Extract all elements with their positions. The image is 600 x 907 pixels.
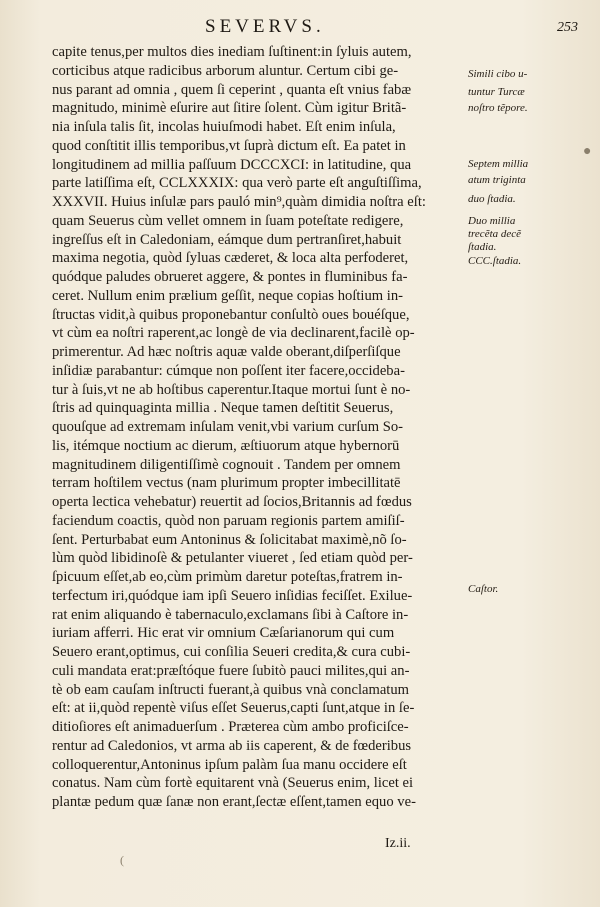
- text-line: lis, itémque noctium ac dierum, æſtiuorum atque hybernorū: [52, 437, 400, 454]
- margin-note: ſtadia.: [468, 241, 497, 253]
- text-line: quod conſtitit illis temporibus,vt ſuprà dictum eſt. Ea patet in: [52, 137, 406, 154]
- text-line: primerentur. Ad hæc noſtris aquæ valde oberant,diſperſiſque: [52, 344, 401, 360]
- text-line: parte latiſſima eſt, CCLXXXIX: qua verò parte eſt anguſtiſſima,: [52, 175, 422, 192]
- text-line: rat enim aliquando è tabernaculo,exclamans ſibi à Caſtore in-: [52, 606, 409, 623]
- text-line: maxima negotia, quòd ſyluas cæderet, & loca alta perfoderet,: [52, 250, 409, 267]
- text-line: plantæ pedum quæ ſanæ non erant,ſectæ eſſent,tamen equo ve-: [52, 794, 416, 810]
- margin-note: Duo millia: [468, 215, 516, 227]
- main-text-block: [52, 43, 467, 812]
- catchword: Iz.ii.: [385, 836, 411, 851]
- bleed-through-mark: ●: [583, 144, 592, 159]
- text-line: terfectum iri,quódque iam ipſi Seuero inſidias feciſſet. Exilue-: [52, 587, 413, 604]
- text-line: ceret. Nullum enim prælium geſſit, neque copias hoſtium in-: [52, 287, 403, 304]
- text-line: tè ob eam cauſam inſtructi fuerant,à quibus vnà conclamatum: [52, 681, 410, 698]
- margin-note: CCC.ſtadia.: [468, 255, 522, 267]
- text-line: vt cùm ea noſtri raperent,ac longè de via declinarent,facilè op-: [52, 325, 415, 342]
- bleed-through-mark: (: [120, 853, 124, 867]
- text-line: conatus. Nam cùm fortè equitarent vnà (Seuerus enim, licet ei: [52, 775, 414, 792]
- text-line: ſent. Perturbabat eum Antoninus & ſolicitabat maximè,nõ ſo-: [52, 531, 407, 548]
- margin-note: Simili cibo u-: [468, 68, 528, 80]
- text-line: ſtris ad quinquaginta millia . Neque tamen deſtitit Seuerus,: [52, 400, 394, 417]
- margin-note: duo ſtadia.: [468, 193, 516, 205]
- text-line: terram hoſtilem vectus (nam plurimum propter imbecillitatē: [52, 475, 401, 492]
- text-line: XXXVII. Huius inſulæ pars pauló min⁹,quàm dimidia noſtra eſt:: [52, 194, 426, 210]
- text-line: operta lectica vehebatur) reuertit ad ſocios,Britannis ad fœdus: [52, 494, 412, 510]
- text-line: rentur ad Caledonios, vt arma ab iis caperent, & de fœderibus: [52, 737, 412, 754]
- text-line: corticibus atque radicibus arborum aluntur. Certum cibi ge-: [52, 62, 399, 79]
- margin-note: noſtro tẽpore.: [468, 102, 528, 114]
- margin-note: atum triginta: [468, 174, 526, 186]
- text-line: nia inſula talis ſit, incolas huiuſmodi habet. Eſt enim inſula,: [52, 119, 396, 135]
- text-line: quódque paludes obrueret aggere, & pontes in fluminibus fa-: [52, 269, 408, 285]
- text-line: nus parant ad omnia , quem ſi ceperint , quanta eſt vnius fabæ: [52, 81, 412, 98]
- text-line: magnitudinem diligentiſſimè cognouit . Tandem per omnem: [52, 456, 401, 473]
- margin-note: Caſtor.: [468, 583, 499, 595]
- text-line: Seuero erant,optimus, cui conſilia Seueri credita,& cura cubi-: [52, 644, 411, 660]
- text-line: faciendum coactis, quòd non paruam regionis partem amiſiſ-: [52, 512, 405, 529]
- text-line: inſidiæ parabantur: cúmque non poſſent iter facere,occideba-: [52, 362, 405, 379]
- page-number: 253: [557, 20, 578, 35]
- text-line: culi mandata erat:præſtóque fuere ſubitò pauci milites,qui an-: [52, 662, 410, 679]
- text-line: ſtructas vidit,à quibus proponebantur conſultò oues bouéſque,: [52, 306, 410, 323]
- text-line: longitudinem ad millia paſſuum DCCCXCI: in latitudine, qua: [52, 156, 412, 173]
- text-line: capite tenus,per multos dies inediam ſuſtinent:in ſyluis autem,: [52, 44, 412, 60]
- text-line: lùm quòd libidinoſè & petulanter viueret , ſed etiam quòd per-: [52, 550, 413, 567]
- text-line: ditioſiores eſt animaduerſum . Præterea cùm ambo proficiſce-: [52, 719, 409, 735]
- text-line: ſpicuum eſſet,ab eo,cùm primùm daretur poteſtas,fratrem in-: [52, 569, 403, 585]
- text-line: quouſque ad extremam inſulam venit,vbi varium curſum So-: [52, 419, 403, 435]
- marginal-notes: [468, 0, 598, 907]
- running-title: SEVERVS.: [205, 16, 325, 37]
- margin-note: Septem millia: [468, 158, 529, 170]
- text-line: ingreſſus eſt in Caledoniam, eámque dum pertranſiret,habuit: [52, 231, 402, 248]
- text-line: colloquerentur,Antoninus ipſum palàm ſua manu occidere eſt: [52, 756, 407, 773]
- margin-note: tuntur Turcæ: [468, 86, 525, 98]
- text-line: magnitudo, minimè eſurire aut ſitire ſolent. Cùm igitur Britã-: [52, 100, 407, 117]
- text-line: quam Seuerus cùm vellet omnem in ſuam poteſtate redigere,: [52, 212, 404, 229]
- margin-note: trecẽta decẽ: [468, 228, 522, 240]
- text-line: iuriam afferri. Hic erat vir omnium Cæſarianorum qui cum: [52, 625, 395, 642]
- text-line: tur à ſuis,vt ne ab hoſtibus caperentur.Itaque mortui ſunt è no-: [52, 381, 411, 398]
- text-line: eſt: at ii,quòd repentè viſus eſſet Seuerus,capti ſunt,atque in ſe-: [52, 700, 415, 717]
